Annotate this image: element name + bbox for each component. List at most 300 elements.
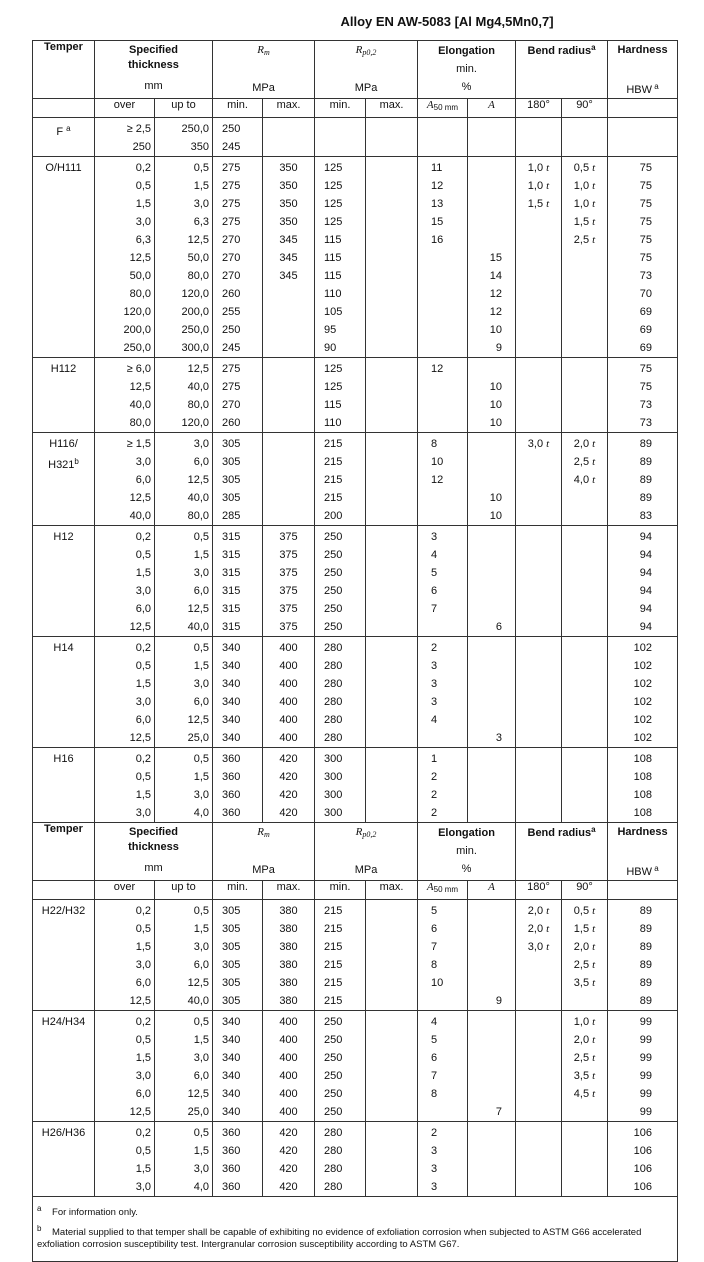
col-rp <box>315 157 366 358</box>
cell-rmmin: 275 <box>222 381 241 393</box>
bend-header <box>516 823 608 881</box>
cell-b90 <box>565 1142 604 1160</box>
cell-over: 0,5 <box>135 1145 151 1157</box>
cell-hbw <box>611 138 674 156</box>
cell-hbw: 73 <box>639 417 653 429</box>
cell-over: 0,2 <box>135 1127 151 1139</box>
cell-over: 1,5 <box>135 198 151 210</box>
hardness-header <box>608 823 678 881</box>
cell-over: 1,5 <box>135 678 151 690</box>
cell-over: 0,2 <box>135 642 151 654</box>
cell-rpmax <box>369 231 414 249</box>
cell-rmmin: 260 <box>222 417 241 429</box>
cell-rp: 200 <box>324 510 343 522</box>
col-a <box>468 433 516 526</box>
cell-rp: 280 <box>324 1163 343 1175</box>
cell-b180 <box>519 639 558 657</box>
cell-b180 <box>519 564 558 582</box>
rp-unit: MPa <box>354 864 378 876</box>
cell-upto: 4,0 <box>193 807 209 819</box>
cell-b180 <box>519 786 558 804</box>
cell-a: 14 <box>489 270 503 282</box>
cell-upto: 4,0 <box>193 1181 209 1193</box>
cell-rmmin: 305 <box>222 456 241 468</box>
cell-rpmax <box>369 711 414 729</box>
cell-a: 12 <box>489 288 503 300</box>
cell-over: 6,3 <box>135 234 151 246</box>
cell-b180 <box>519 657 558 675</box>
cell-b90: 2,0 t <box>573 941 596 953</box>
col-b180 <box>516 433 562 526</box>
cell-rmmin: 270 <box>222 399 241 411</box>
cell-b90 <box>565 1124 604 1142</box>
cell-rpmax <box>369 414 414 432</box>
col-over <box>95 1011 155 1122</box>
cell-a <box>471 360 512 378</box>
cell-upto: 12,5 <box>187 363 209 375</box>
col-rmmax <box>263 900 315 1011</box>
cell-rmmax: 420 <box>279 1163 298 1175</box>
temper-group-a6 <box>33 748 678 823</box>
temper-cell: F $^a$ <box>33 118 95 157</box>
cell-a50 <box>421 1103 464 1121</box>
cell-rp: 250 <box>324 1070 343 1082</box>
cell-a50: 2 <box>431 771 438 783</box>
cell-rmmin: 305 <box>222 977 241 989</box>
cell-upto: 0,5 <box>193 905 209 917</box>
cell-a50 <box>421 414 464 432</box>
rm-unit: MPa <box>252 82 275 94</box>
col-hbw <box>608 1011 678 1122</box>
cell-rmmax: 375 <box>279 549 298 561</box>
cell-b180 <box>519 1067 558 1085</box>
cell-b90 <box>565 378 604 396</box>
cell-b90: 3,5 t <box>573 977 596 989</box>
col-upto <box>155 358 213 433</box>
cell-rmmin: 255 <box>222 306 241 318</box>
cell-hbw: 94 <box>639 549 653 561</box>
col-rmmax <box>263 526 315 637</box>
col-rmmin <box>213 358 263 433</box>
cell-rmmin: 275 <box>222 162 241 174</box>
cell-a50 <box>421 339 464 357</box>
cell-b180 <box>519 453 558 471</box>
cell-rmmax: 420 <box>279 807 298 819</box>
cell-a: 9 <box>495 342 503 354</box>
col-over <box>95 748 155 823</box>
cell-rmmin: 340 <box>222 1106 241 1118</box>
col-rmmin <box>213 1011 263 1122</box>
cell-upto: 0,5 <box>193 1127 209 1139</box>
cell-over: 80,0 <box>129 288 151 300</box>
cell-b90 <box>565 546 604 564</box>
subheader-hbw-empty <box>608 99 678 118</box>
cell-a50 <box>421 138 464 156</box>
cell-rmmin: 305 <box>222 995 241 1007</box>
cell-a <box>471 956 512 974</box>
cell-rmmax: 375 <box>279 567 298 579</box>
cell-rp: 115 <box>324 399 342 411</box>
col-b180 <box>516 1122 562 1197</box>
cell-over: 12,5 <box>129 381 151 393</box>
cell-over: ≥ 6,0 <box>126 363 151 375</box>
cell-rpmax <box>369 507 414 525</box>
col-a <box>468 1122 516 1197</box>
cell-over: 0,5 <box>135 771 151 783</box>
cell-a <box>471 768 512 786</box>
cell-hbw: 106 <box>633 1181 653 1193</box>
col-b90 <box>562 1122 608 1197</box>
cell-upto: 250,0 <box>181 324 209 336</box>
cell-over: 250 <box>132 141 151 153</box>
cell-upto: 12,5 <box>187 977 209 989</box>
cell-a <box>471 231 512 249</box>
cell-b90: 4,5 t <box>573 1088 596 1100</box>
cell-hbw: 69 <box>639 306 653 318</box>
cell-hbw: 102 <box>633 678 653 690</box>
cell-upto: 6,0 <box>193 456 209 468</box>
cell-a <box>471 138 512 156</box>
cell-rpmax <box>369 582 414 600</box>
table-title: Alloy EN AW-5083 [Al Mg4,5Mn0,7] <box>340 14 554 29</box>
cell-over: 0,5 <box>135 660 151 672</box>
thickness-header <box>95 41 213 99</box>
cell-rmmax: 380 <box>279 995 298 1007</box>
cell-rp: 250 <box>324 603 343 615</box>
thickness-header <box>95 823 213 881</box>
cell-upto: 3,0 <box>193 1052 209 1064</box>
cell-rmmin: 305 <box>222 492 241 504</box>
temper-cell: H116/ H321$^b$ <box>33 433 95 526</box>
cell-upto: 350 <box>190 141 209 153</box>
subheader-180: 180° <box>516 881 562 900</box>
properties-table <box>32 40 678 1262</box>
cell-a50: 3 <box>431 1145 438 1157</box>
col-a <box>468 748 516 823</box>
col-rmmin <box>213 526 263 637</box>
hardness-unit: HBW $^a$ <box>626 864 659 878</box>
cell-hbw: 108 <box>633 807 653 819</box>
bend-label: Bend radius <box>527 45 592 57</box>
cell-a50: 4 <box>431 1016 438 1028</box>
cell-rmmax: 350 <box>279 180 298 192</box>
cell-b90: 1,0 t <box>573 1016 596 1028</box>
cell-hbw <box>611 120 674 138</box>
cell-rmmax: 375 <box>279 531 298 543</box>
col-b180 <box>516 358 562 433</box>
col-rpmax <box>366 157 418 358</box>
cell-rmmax <box>266 378 311 396</box>
cell-b90 <box>565 339 604 357</box>
cell-a50: 2 <box>431 1127 438 1139</box>
cell-a <box>471 974 512 992</box>
cell-over: 1,5 <box>135 789 151 801</box>
cell-b180 <box>519 303 558 321</box>
col-a50 <box>418 900 468 1011</box>
subheader-row <box>33 99 678 118</box>
cell-rpmax <box>369 1142 414 1160</box>
cell-hbw: 89 <box>639 977 653 989</box>
col-a <box>468 118 516 157</box>
footnote-a: $^a$ For information only. <box>37 1204 138 1218</box>
cell-upto: 0,5 <box>193 642 209 654</box>
cell-rmmax: 345 <box>279 252 298 264</box>
cell-rpmax <box>369 974 414 992</box>
hardness-label: Hardness <box>617 44 668 56</box>
cell-rpmax <box>369 546 414 564</box>
subheader-rm-min: min. <box>213 99 263 118</box>
cell-b180 <box>519 507 558 525</box>
cell-over: 6,0 <box>135 474 151 486</box>
subheader-empty <box>33 881 95 900</box>
col-rp <box>315 748 366 823</box>
cell-upto: 3,0 <box>193 941 209 953</box>
cell-a <box>471 564 512 582</box>
cell-hbw: 102 <box>633 714 653 726</box>
col-rmmax <box>263 433 315 526</box>
cell-rp: 215 <box>324 492 343 504</box>
cell-rmmin: 305 <box>222 474 241 486</box>
cell-a: 10 <box>489 417 503 429</box>
cell-b90 <box>565 249 604 267</box>
cell-rp: 95 <box>324 324 337 336</box>
cell-rmmax: 380 <box>279 941 298 953</box>
cell-rpmax <box>369 138 414 156</box>
cell-rmmin: 360 <box>222 771 241 783</box>
cell-rpmax <box>369 902 414 920</box>
subheader-over: over <box>95 99 155 118</box>
cell-a <box>471 600 512 618</box>
cell-rmmin: 315 <box>222 603 241 615</box>
cell-b90 <box>565 750 604 768</box>
cell-rmmin: 275 <box>222 180 241 192</box>
cell-upto: 6,0 <box>193 585 209 597</box>
elongation-label: Elongation <box>438 45 495 57</box>
cell-rmmin: 340 <box>222 678 241 690</box>
col-rpmax <box>366 900 418 1011</box>
cell-b90 <box>565 675 604 693</box>
cell-rmmax: 420 <box>279 789 298 801</box>
cell-b180: 3,0 t <box>527 438 550 450</box>
cell-rmmax <box>266 396 311 414</box>
col-upto <box>155 433 213 526</box>
col-b180 <box>516 1011 562 1122</box>
col-rp <box>315 1011 366 1122</box>
cell-rmmax <box>266 453 311 471</box>
cell-rpmax <box>369 360 414 378</box>
cell-rmmin: 305 <box>222 959 241 971</box>
cell-b90 <box>565 1103 604 1121</box>
cell-upto: 200,0 <box>181 306 209 318</box>
footnote-mark: a <box>37 1204 42 1213</box>
cell-b90 <box>565 711 604 729</box>
cell-b180 <box>519 1013 558 1031</box>
cell-b180 <box>519 231 558 249</box>
col-a50 <box>418 637 468 748</box>
col-b90 <box>562 748 608 823</box>
cell-b180 <box>519 974 558 992</box>
cell-a50 <box>421 267 464 285</box>
cell-rmmin: 250 <box>222 324 241 336</box>
cell-a50: 6 <box>431 1052 438 1064</box>
cell-over: 3,0 <box>135 807 151 819</box>
cell-hbw: 94 <box>639 585 653 597</box>
cell-rp: 110 <box>324 417 342 429</box>
rm-header <box>213 41 315 99</box>
temper-cell: H16 <box>33 748 95 823</box>
col-hbw <box>608 1122 678 1197</box>
col-rpmax <box>366 637 418 748</box>
cell-rmmax: 400 <box>279 1016 298 1028</box>
cell-upto: 40,0 <box>187 995 209 1007</box>
col-rmmax <box>263 748 315 823</box>
temper-group-a1 <box>33 157 678 358</box>
cell-rpmax <box>369 786 414 804</box>
cell-rpmax <box>369 1067 414 1085</box>
cell-rpmax <box>369 285 414 303</box>
cell-over: 6,0 <box>135 1088 151 1100</box>
cell-over: 6,0 <box>135 603 151 615</box>
cell-a50: 10 <box>431 456 444 468</box>
rp-header <box>315 41 418 99</box>
cell-a <box>471 471 512 489</box>
cell-b90: 2,5 t <box>573 234 596 246</box>
bend-label: Bend radius <box>527 827 592 839</box>
cell-a50: 5 <box>431 1034 438 1046</box>
cell-a50: 3 <box>431 1163 438 1175</box>
cell-a <box>471 528 512 546</box>
cell-b180: 1,0 t <box>527 180 550 192</box>
col-over <box>95 157 155 358</box>
col-rpmax <box>366 1011 418 1122</box>
cell-rmmin: 315 <box>222 585 241 597</box>
col-rmmin <box>213 748 263 823</box>
cell-rp <box>318 120 362 138</box>
cell-hbw: 89 <box>639 923 653 935</box>
cell-rpmax <box>369 120 414 138</box>
temper-cell: H22/H32 <box>33 900 95 1011</box>
col-a50 <box>418 1011 468 1122</box>
subheader-upto: up to <box>155 881 213 900</box>
cell-a <box>471 902 512 920</box>
cell-hbw: 75 <box>639 381 653 393</box>
cell-rmmin: 260 <box>222 288 241 300</box>
cell-rp: 250 <box>324 1034 343 1046</box>
cell-b90 <box>565 120 604 138</box>
cell-b90 <box>565 618 604 636</box>
cell-rmmin: 275 <box>222 198 241 210</box>
cell-upto: 3,0 <box>193 438 209 450</box>
cell-rpmax <box>369 564 414 582</box>
cell-over: 12,5 <box>129 252 151 264</box>
cell-rp: 300 <box>324 753 343 765</box>
thickness-label: Specified <box>129 826 178 838</box>
cell-a <box>471 675 512 693</box>
cell-rp: 250 <box>324 549 343 561</box>
cell-rpmax <box>369 528 414 546</box>
cell-b90: 1,0 t <box>573 180 596 192</box>
cell-b180 <box>519 1049 558 1067</box>
cell-a50: 13 <box>431 198 444 210</box>
cell-hbw: 69 <box>639 342 653 354</box>
cell-hbw: 106 <box>633 1145 653 1157</box>
cell-over: 12,5 <box>129 732 151 744</box>
cell-rmmax: 420 <box>279 1181 298 1193</box>
cell-b90: 1,5 t <box>573 923 596 935</box>
cell-a <box>471 159 512 177</box>
col-rmmax <box>263 358 315 433</box>
cell-rmmin: 340 <box>222 732 241 744</box>
cell-a <box>471 195 512 213</box>
subheader-hbw-empty <box>608 881 678 900</box>
cell-rp: 280 <box>324 696 343 708</box>
cell-rmmax: 400 <box>279 1070 298 1082</box>
cell-a50: 3 <box>431 531 438 543</box>
cell-a50: 2 <box>431 807 438 819</box>
footnote-b: $^b$ Material supplied to that temper shall be capable of exhibiting no evidence of exfoliation corrosion when subjected to ASTM G66 accelerated exfoliation corrosion susceptibility test. Intergranular corrosion susceptibility according to ASTM G67. <box>37 1224 642 1250</box>
cell-upto: 6,0 <box>193 959 209 971</box>
cell-upto: 250,0 <box>181 123 209 135</box>
cell-b180 <box>519 339 558 357</box>
cell-rmmin: 340 <box>222 696 241 708</box>
col-b90 <box>562 118 608 157</box>
col-over <box>95 526 155 637</box>
cell-rp: 280 <box>324 678 343 690</box>
cell-b180 <box>519 489 558 507</box>
cell-a50: 3 <box>431 678 438 690</box>
cell-rmmin: 340 <box>222 1034 241 1046</box>
cell-b90: 2,5 t <box>573 456 596 468</box>
cell-a: 7 <box>495 1106 503 1118</box>
cell-over: 0,2 <box>135 531 151 543</box>
cell-hbw: 83 <box>639 510 653 522</box>
cell-over: 12,5 <box>129 492 151 504</box>
cell-hbw: 73 <box>639 270 653 282</box>
col-b180 <box>516 526 562 637</box>
cell-rp: 125 <box>324 363 343 375</box>
cell-hbw: 99 <box>639 1016 653 1028</box>
thickness-label-2: thickness <box>128 59 179 71</box>
cell-b90: 2,5 t <box>573 959 596 971</box>
col-rp <box>315 358 366 433</box>
cell-rmmin: 360 <box>222 753 241 765</box>
cell-b90 <box>565 303 604 321</box>
col-hbw <box>608 358 678 433</box>
cell-rpmax <box>369 1013 414 1031</box>
cell-hbw: 102 <box>633 660 653 672</box>
cell-over: 50,0 <box>129 270 151 282</box>
col-rmmin <box>213 118 263 157</box>
cell-rmmin: 270 <box>222 270 241 282</box>
cell-hbw: 94 <box>639 621 653 633</box>
cell-b90 <box>565 786 604 804</box>
cell-over: 40,0 <box>129 399 151 411</box>
col-b90 <box>562 900 608 1011</box>
cell-a50: 8 <box>431 438 438 450</box>
col-over <box>95 637 155 748</box>
cell-rmmax: 400 <box>279 732 298 744</box>
cell-rmmax: 350 <box>279 198 298 210</box>
col-a <box>468 526 516 637</box>
col-over <box>95 433 155 526</box>
cell-a <box>471 546 512 564</box>
cell-over: 0,5 <box>135 923 151 935</box>
cell-b180 <box>519 321 558 339</box>
cell-hbw: 75 <box>639 363 653 375</box>
cell-rmmax: 400 <box>279 696 298 708</box>
cell-rpmax <box>369 177 414 195</box>
cell-b180: 2,0 t <box>527 923 550 935</box>
